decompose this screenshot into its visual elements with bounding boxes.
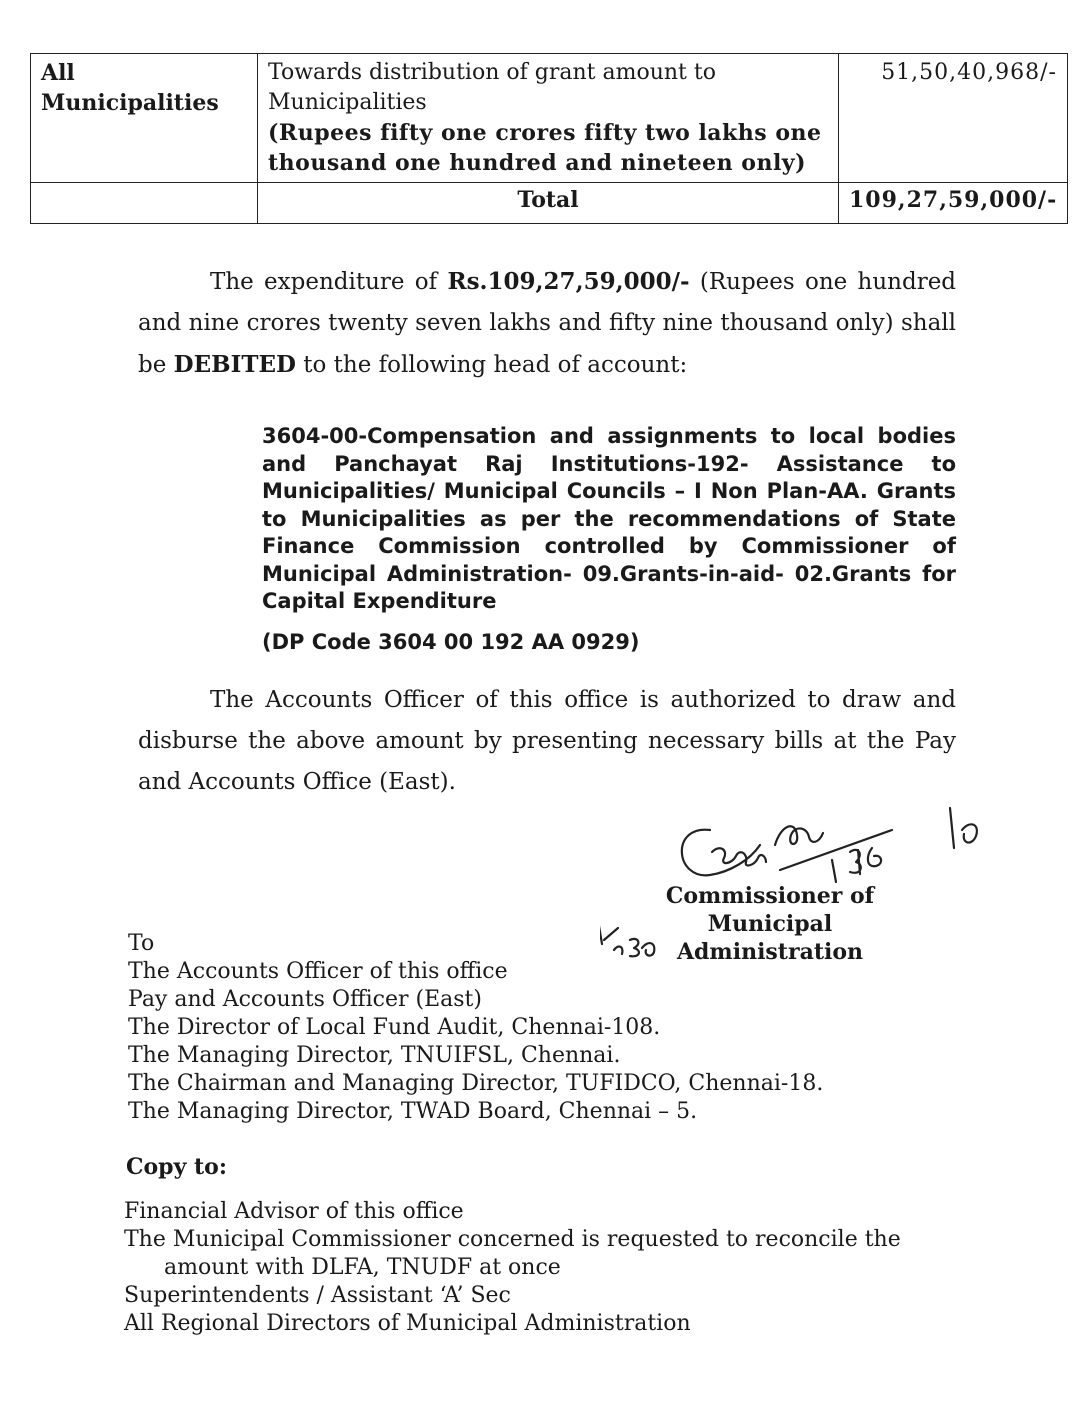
list-item: The Director of Local Fund Audit, Chennai-108. xyxy=(128,1015,661,1040)
dp-code: (DP Code 3604 00 192 AA 0929) xyxy=(262,630,640,654)
copy-to-heading: Copy to: xyxy=(126,1154,227,1180)
total-label: Total xyxy=(258,183,839,224)
grant-distribution-table xyxy=(30,53,1068,224)
amount-cell: 51,50,40,968/- xyxy=(839,54,1068,183)
signatory-line2: Administration xyxy=(676,939,864,965)
to-heading: To xyxy=(128,931,155,956)
total-amount: 109,27,59,000/- xyxy=(839,183,1068,224)
initials-stroke xyxy=(950,808,977,848)
list-item: The Managing Director, TWAD Board, Chennai – 5. xyxy=(128,1099,698,1124)
recipient-cell: All Municipalities xyxy=(31,54,258,183)
expenditure-paragraph xyxy=(138,261,956,386)
expenditure-prefix: The expenditure of xyxy=(210,269,438,295)
total-row xyxy=(31,183,1068,224)
signature-stroke xyxy=(682,830,760,876)
head-of-account: 3604-00-Compensation and assignments to local bodies and Panchayat Raj Institutions-192- Assistance to Municipalities/ Municipal Councils – I Non Plan-AA. Grants to Municipalities as per the recommendations of State Finance Commission controlled by Commissioner of Municipal Administration- 09.Grants-in-aid- 02.Grants for Capital Expenditure xyxy=(262,424,956,613)
list-item: All Regional Directors of Municipal Administration xyxy=(124,1311,691,1336)
authorization-text: The Accounts Officer of this office is authorized to draw and disburse the above amount by presenting necessary bills at the Pay and Accounts Office (East). xyxy=(138,687,956,795)
signatory-line1: Commissioner of Municipal xyxy=(665,883,875,937)
list-item: Superintendents / Assistant ‘A’ Sec xyxy=(124,1283,511,1308)
empty-cell xyxy=(31,183,258,224)
to-list xyxy=(128,930,988,1126)
expenditure-words: (Rupees one hundred and nine crores twenty seven lakhs and fifty nine thousand only) shall be xyxy=(138,269,957,378)
authorization-paragraph xyxy=(138,680,956,803)
table-row xyxy=(31,54,1068,183)
signature-stroke xyxy=(712,848,766,865)
list-item: The Accounts Officer of this office xyxy=(128,959,508,984)
list-item: Financial Advisor of this office xyxy=(124,1199,464,1224)
copy-to-list xyxy=(124,1198,984,1338)
list-item: The Chairman and Managing Director, TUFIDCO, Chennai-18. xyxy=(128,1071,824,1096)
purpose-amount-in-words: (Rupees fifty one crores fifty two lakhs one thousand one hundred and nineteen only) xyxy=(268,120,822,176)
purpose-text: Towards distribution of grant amount to Municipalities xyxy=(268,60,716,115)
list-item-continuation: amount with DLFA, TNUDF at once xyxy=(164,1255,561,1280)
list-item: The Managing Director, TNUIFSL, Chennai. xyxy=(128,1043,621,1068)
date-stroke xyxy=(832,848,881,882)
debited-label: DEBITED xyxy=(173,351,296,378)
expenditure-suffix: to the following head of account: xyxy=(303,352,688,378)
expenditure-amount: Rs.109,27,59,000/- xyxy=(447,268,690,295)
signature-stroke xyxy=(775,826,823,845)
purpose-cell xyxy=(258,54,839,183)
list-item: Pay and Accounts Officer (East) xyxy=(128,987,482,1012)
list-item: The Municipal Commissioner concerned is requested to reconcile the xyxy=(124,1227,901,1252)
